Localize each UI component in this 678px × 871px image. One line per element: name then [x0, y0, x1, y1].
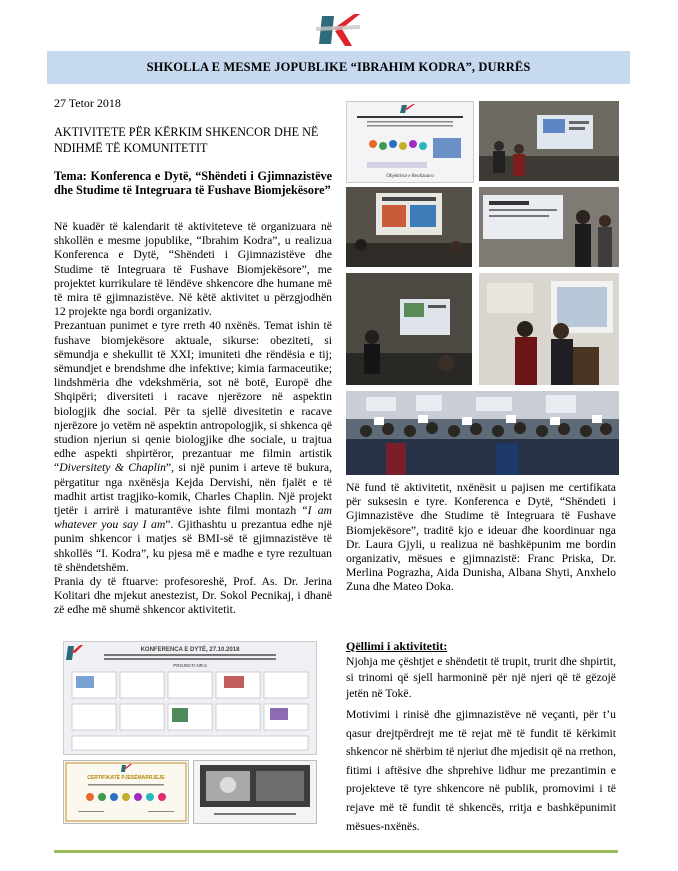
conference-poster-large [63, 641, 317, 755]
award-photo [193, 760, 317, 824]
presentation-photo [479, 101, 619, 181]
objective-text-2: Motivimi i rinisë dhe gjimnazistëve në veçanti, për t’u qasur drejtpërdrejt me të rejat më të fundit të kërkimit shkencor në shërbim të njeriut dhe mjedisit që na rrethon, fitimi i aftësive dhe shprehive lidhur me prezantimin e projekteve të tyre shkencore në publik, promovimi i të rejave më të fundit të shkencës, rritja e bashkëpunimit mësues-nxënës. [346, 708, 616, 833]
poster-project: PROJEKTI NR.5 [173, 663, 207, 668]
poster-subtitle: Objektivat e Realizuara [386, 174, 434, 179]
certificate-photo [63, 760, 189, 824]
film-title: I am whatever you say I am [54, 504, 332, 532]
article-date: 27 Tetor 2018 [54, 96, 121, 110]
guests-at-podium-photo [479, 273, 619, 385]
school-name-banner [47, 51, 630, 84]
conference-poster-photo [346, 101, 474, 183]
students-at-screen-photo [479, 187, 619, 267]
school-logo-icon [316, 12, 360, 48]
article-body-right [346, 481, 616, 595]
footer-divider [54, 850, 618, 853]
slide-presentation-photo [346, 187, 472, 267]
poster-title: KONFERENCA E DYTË, 27.10.2018 [140, 647, 240, 653]
objective-text-1: Njohja me çështjet e shëndetit të trupit, trurit dhe shpirtit, si trinomi që sjell harmoninë për një njeri që të gëzojë jetën në Tokë. [346, 655, 616, 700]
film-title: Diversitety & Chaplin [59, 461, 166, 475]
paragraph-closing: Në fund të aktivitetit, nxënësit u pajisen me certifikata për suksesin e tyre. Konferenca e Dytë, “Shëndeti i Gjimnazistëve dhe Studime të Integruara të Fushave Biomjekësore”, traditë kjo e ideuar dhe koordinuar nga Dr. Laura Gjyli, u realizua në bashkëpunim me bordin organizativ, mësues e gjimnazistë: Franc Priska, Dr. Merlina Pograzha, Aida Dunisha, Albana Shyti, Anxhelo Zuna dhe Mateo Doka. [346, 481, 616, 594]
paragraph-guests: Prania dy të ftuarve: profesoreshë, Prof. As. Dr. Jerina Kolitari dhe mjekut anestezist, Dr. Sokol Pecnikaj, i dhanë zë edhe më shumë shkencor aktivitetit. [54, 575, 332, 617]
group-photo-certificates [346, 391, 619, 475]
objective-heading: Qëllimi i aktivitetit: [346, 639, 448, 653]
article-body-left [54, 220, 332, 618]
certificate-title: CERTIFIKATË PJESËMARRJEJE [87, 775, 165, 781]
topic-title: Tema: Konferenca e Dytë, “Shëndeti i Gjimnazistëve dhe Studime të Integruara të Fushave Biomjekësore” [54, 169, 332, 197]
school-name: SHKOLLA E MESME JOPUBLIKE “IBRAHIM KODRA”, DURRËS [146, 60, 531, 74]
paragraph-intro: Në kuadër të kalendarit të aktiviteteve të organizuara në shkollën e mesme jopublike, “Ibrahim Kodra”, u realizua Konferenca e Dytë, “Shëndeti i Gjimnazistëve dhe Studime të Integruara të Fushave Biomjekësore”, me projektet kurrikulare të lëndëve shkencore dhe humane më të mira të gjimnazistëve. Në këtë aktivitet u përzgjodhën 12 projekte nga bordi organizativ. [54, 220, 332, 319]
speaker-photo [346, 273, 472, 385]
paragraph-topics: Prezantuan punimet e tyre rreth 40 nxënës. Temat ishin të fushave biomjekësore aktuale, sikurse: obeziteti, si sëmundja e shekullit të XXI; imuniteti dhe rëndësia e tij; sëmundjet e brendshme dhe infektive; kimia farmaceutike; lindshmëria dhe vdekshmëria, sot në botë, Europë dhe Shqipëri; diversiteti i racave njerëzore në aspektin biologjik dhe social. Për ta sjellë divesitetin e racave njerëzore jo vetëm në aspektin antropologjik, si shkenca që studion njeriun si qenie biologjike dhe sociale, u trajtua edhe aspekti shpirtëror, prezantuar me filmin artistik “Diversitety & Chaplin”, si një punim i arteve të bukura, përgatitur nga nxënësja Kejda Dervishi, nën fjalët e të madhit artist tragjiko-komik, Charles Chaplin. Një projekt tjetër i arrirë i maturantëve ishte filmi montazh “I am whatever you say I am”. Gjithashtu u prezantua edhe një punim shkencor i matjes së BMI-së të gjimnazistëve të shkollës “I. Kodra”, ku pjesa më e madhe e tyre rezultuan të shëndetshëm. [54, 319, 333, 574]
section-heading: AKTIVITETE PËR KËRKIM SHKENCOR DHE NË NDIHMË TË KOMUNITETIT [54, 125, 319, 155]
